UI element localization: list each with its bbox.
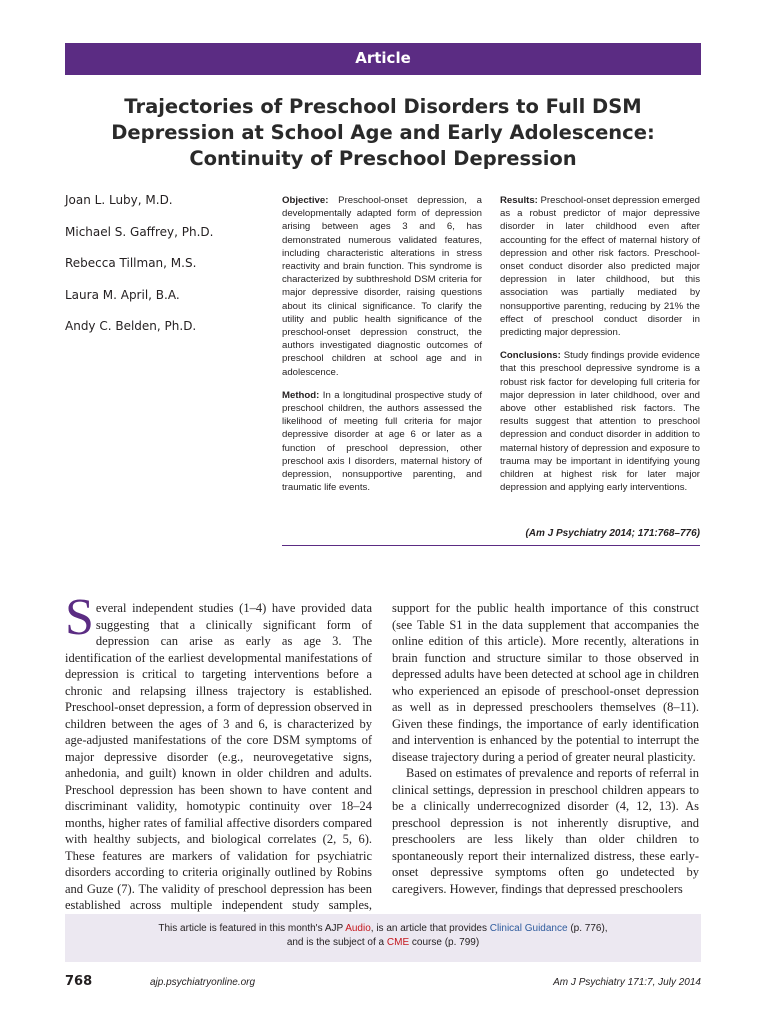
clinical-guidance-link[interactable]: Clinical Guidance [489,923,568,934]
author-name: Rebecca Tillman, M.S. [65,256,197,270]
section-banner: Article [65,43,701,75]
audio-link[interactable]: Audio [345,923,371,934]
objective-label: Objective: [282,195,329,206]
abstract-right-column [500,194,700,504]
abstract-conclusions [500,349,700,494]
author-list [65,193,265,351]
citation: (Am J Psychiatry 2014; 171:768–776) [525,528,700,539]
article-title: Trajectories of Preschool Disorders to Full DSM Depression at School Age and Early Adolescence: Continuity of Preschool Depression [111,95,655,170]
author-name: Andy C. Belden, Ph.D. [65,319,197,333]
results-label: Results: [500,195,538,206]
page-number: 768 [65,974,93,989]
abstract-objective [282,194,482,379]
method-text: In a longitudinal prospective study of preschool children, the authors assessed the likelihood of meeting full criteria for major depressive disorder at age 6 or later as a function of preschool depression, other preschool axis I disorders, maternal history of depression, nonsupportive parenting, and traumatic life events. [282,389,482,494]
abstract-method [282,389,482,495]
author-name: Joan L. Luby, M.D. [65,193,173,207]
author-name: Laura M. April, B.A. [65,287,180,302]
body-paragraph [65,589,372,930]
body-paragraph: support for the public health importance of this construct (see Table S1 in the data supplement that accompanies the online edition of this article). More recently, alterations in brain function and structure similar to those observed in depressed adults have been detected at school age in children who experienced an episode of preschool-onset depression as well as in depressed preschoolers themselves (8–11). Given these findings, the importance of early identification and intervention is enhanced by the potential to interrupt the disease trajectory during a period of greater neural plasticity. [392,601,699,764]
feature-box [65,914,701,962]
feature-text: This article is featured in this month's AJP [158,923,346,934]
method-label: Method: [282,389,320,401]
feature-text: , is an article that provides [370,923,490,934]
body-right-column [392,600,699,897]
body-text: everal independent studies (1–4) have provided data suggesting that a clinically significant form of depression can arise as early as age 3. The identification of the earliest developmental manifestations of depression is critical to targeting interventions before a chronic and relapsing illness trajectory is established. Preschool-onset depression, a form of depression observed in children between the ages of 3 and 6, is characterized by age-adjusted manifestations of the core DSM symptoms of major depressive disorder (e.g., neurovegetative signs, anhedonia, and guilt) known in older children and adults. Preschool depression has been shown to have content and discriminant validity, homotypic continuity over 18–24 months, higher rates of familial affective disorders compared with healthy subjects, and biological correlates (2, 5, 6). These features are markers of validation for psychiatric disorders according to criteria originally outlined by Robins and Guze (7). The validity of preschool depression has been established across multiple independent study samples, [65,601,372,912]
conclusions-text: Study findings provide evidence that this preschool depressive syndrome is a robust risk factor for developing full criteria for major depression in later childhood, over and above other established risk factors. The results suggest that attention to preschool depression and conduct disorder in addition to maternal history of depression and exposure to trauma may be important in identifying young children at highest risk for later major depression and applying early interventions. [500,350,701,494]
footer-journal: Am J Psychiatry 171:7, July 2014 [553,977,701,988]
objective-text: Preschool-onset depression, a developmentally adapted form of depression arising between ages 3 and 6, has demonstrated numerous validated features, including characteristic alterations in stress reactivity and brain function. This syndrome is characterized by subthreshold DSM criteria for major depressive disorder, raising questions about its clinical significance. To clarify the utility and public health significance of the preschool-onset depression construct, the authors investigated diagnostic outcomes of preschool children at school age and in adolescence. [282,195,482,378]
feature-text: and is the subject of a [286,937,387,948]
abstract-left-column [282,194,482,504]
body-left-column [65,589,372,930]
drop-cap: S [65,589,94,646]
footer-url[interactable]: ajp.psychiatryonline.org [150,977,256,988]
abstract-results [500,194,700,339]
cme-link[interactable]: CME [386,937,410,948]
conclusions-label: Conclusions: [500,350,561,362]
citation-rule [282,545,700,546]
feature-text: (p. 776), [567,923,608,934]
author-name: Michael S. Gaffrey, Ph.D. [65,224,214,239]
results-text: Preschool-onset depression emerged as a robust predictor of major depressive disorder in later childhood even after accounting for the effect of maternal history of depression and other risk factors. Preschool-onset conduct disorder also predicted major depression in later childhood, but this association was partially mediated by nonsupportive parenting, reducing by 21% the effect of preschool conduct disorder in predicting major depression. [500,195,700,339]
feature-text: course (p. 799) [409,937,480,948]
body-paragraph: Based on estimates of prevalence and reports of referral in clinical settings, depression in preschool children appears to be a clinically underrecognized disorder (4, 12, 13). As preschool depression is not inherently disruptive, and preschoolers are less likely than older children to spontaneously report their internalized distress, these early-onset depressive symptoms often go undetected by caregivers. However, findings that depressed preschoolers [392,766,699,896]
